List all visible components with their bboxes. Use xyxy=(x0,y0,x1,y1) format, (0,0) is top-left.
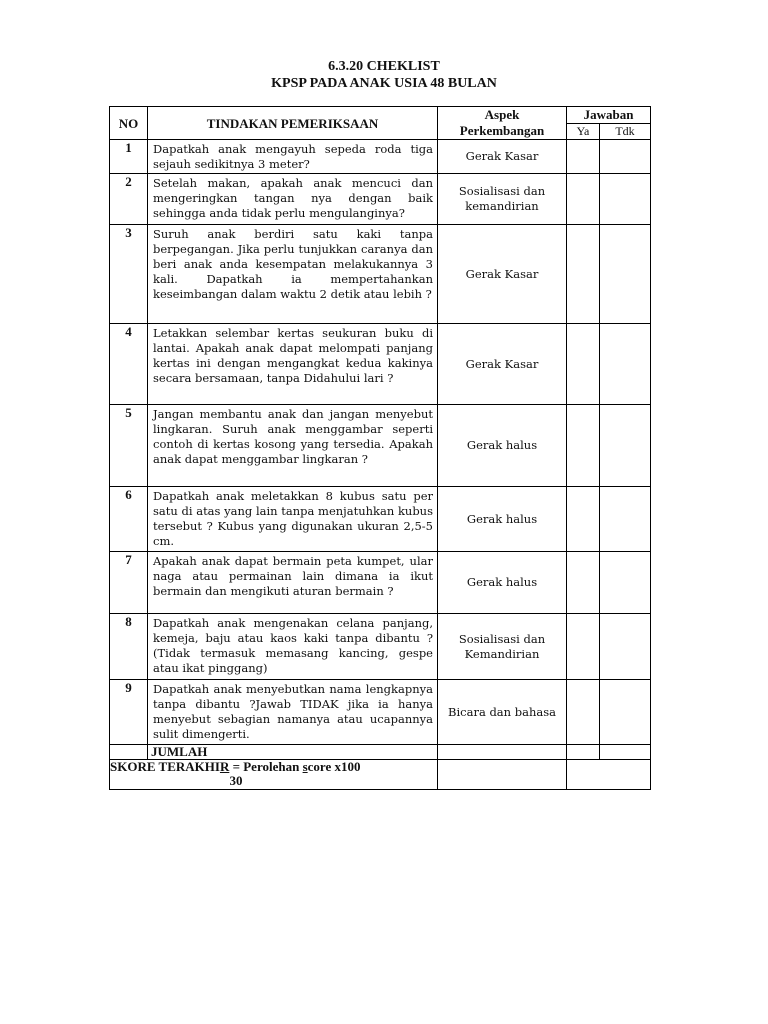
answer-tdk-cell[interactable] xyxy=(600,174,651,225)
row-tindakan: Suruh anak berdiri satu kaki tanpa berpegangan. Jika perlu tunjukkan caranya dan beri anak anda kesempatan melakukannya 3 kali. Dapatkah ia mempertahankan keseimbangan dalam waktu 2 detik atau lebih ? xyxy=(148,225,438,324)
answer-ya-cell[interactable] xyxy=(567,680,600,745)
skore-text-2: R xyxy=(219,759,230,774)
row-aspek: Gerak halus xyxy=(438,405,567,487)
table-row xyxy=(110,405,651,487)
row-number: 7 xyxy=(110,552,148,614)
answer-tdk-cell[interactable] xyxy=(600,140,651,174)
checklist-table xyxy=(109,106,651,790)
row-aspek: Gerak Kasar xyxy=(438,140,567,174)
header-tindakan: TINDAKAN PEMERIKSAAN xyxy=(148,107,438,140)
row-aspek: Gerak Kasar xyxy=(438,225,567,324)
answer-tdk-cell[interactable] xyxy=(600,680,651,745)
answer-tdk-cell[interactable] xyxy=(600,225,651,324)
answer-ya-cell[interactable] xyxy=(567,174,600,225)
row-tindakan: Jangan membantu anak dan jangan menyebut lingkaran. Suruh anak menggambar seperti contoh di kertas kosong yang tersedia. Apakah anak dapat menggambar lingkaran ? xyxy=(148,405,438,487)
row-number: 2 xyxy=(110,174,148,225)
row-number: 1 xyxy=(110,140,148,174)
row-tindakan: Letakkan selembar kertas seukuran buku di lantai. Apakah anak dapat melompati panjang kertas ini dengan mengangkat kedua kakinya secara bersamaan, tanpa Didahului lari ? xyxy=(148,324,438,405)
row-tindakan: Dapatkah anak mengenakan celana panjang, kemeja, baju atau kaos kaki tanpa dibantu ? (Tidak termasuk memasang kancing, gespe atau ikat pinggang) xyxy=(148,614,438,680)
answer-ya-cell[interactable] xyxy=(567,487,600,552)
jumlah-row xyxy=(110,745,651,760)
answer-tdk-cell[interactable] xyxy=(600,614,651,680)
answer-ya-cell[interactable] xyxy=(567,405,600,487)
row-number: 5 xyxy=(110,405,148,487)
table-row xyxy=(110,680,651,745)
row-number: 4 xyxy=(110,324,148,405)
table-row xyxy=(110,324,651,405)
jumlah-label: JUMLAH xyxy=(148,745,438,760)
row-number: 9 xyxy=(110,680,148,745)
row-tindakan: Dapatkah anak mengayuh sepeda roda tiga sejauh sedikitnya 3 meter? xyxy=(148,140,438,174)
answer-tdk-cell[interactable] xyxy=(600,405,651,487)
skore-formula xyxy=(110,760,438,790)
table-row xyxy=(110,225,651,324)
jumlah-aspek-cell xyxy=(438,745,567,760)
skore-text-4: s xyxy=(302,759,308,774)
row-tindakan: Dapatkah anak meletakkan 8 kubus satu per satu di atas yang lain tanpa menjatuhkan kubus tersebut ? Kubus yang digunakan ukuran 2,5-5 cm. xyxy=(148,487,438,552)
answer-ya-cell[interactable] xyxy=(567,614,600,680)
header-jawaban: Jawaban xyxy=(567,107,651,124)
answer-tdk-cell[interactable] xyxy=(600,487,651,552)
row-tindakan: Setelah makan, apakah anak mencuci dan mengeringkan tangan nya dengan baik sehingga anda tidak perlu mengulanginya? xyxy=(148,174,438,225)
jumlah-ya-cell[interactable] xyxy=(567,745,600,760)
table-row xyxy=(110,140,651,174)
row-aspek: Bicara dan bahasa xyxy=(438,680,567,745)
skore-text-3: = Perolehan xyxy=(229,759,303,774)
answer-ya-cell[interactable] xyxy=(567,552,600,614)
skore-text-1: SKORE TERAKHI xyxy=(110,759,220,774)
table-row xyxy=(110,174,651,225)
skore-row xyxy=(110,760,651,790)
header-aspek-line1: Aspek xyxy=(484,107,520,122)
jumlah-no-cell xyxy=(110,745,148,760)
row-aspek: Sosialisasi dan kemandirian xyxy=(438,174,567,225)
skore-text-5: core x100 xyxy=(307,759,361,774)
skore-denominator: 30 xyxy=(229,773,243,788)
document-subtitle: KPSP PADA ANAK USIA 48 BULAN xyxy=(271,76,497,91)
skore-aspek-cell xyxy=(438,760,567,790)
row-aspek: Gerak halus xyxy=(438,552,567,614)
row-aspek: Sosialisasi dan Kemandirian xyxy=(438,614,567,680)
answer-ya-cell[interactable] xyxy=(567,140,600,174)
answer-ya-cell[interactable] xyxy=(567,324,600,405)
skore-value-cell[interactable] xyxy=(567,760,651,790)
row-tindakan: Dapatkah anak menyebutkan nama lengkapnya tanpa dibantu ?Jawab TIDAK jika ia hanya menyebut sebagian namanya atau ucapannya sulit dimengerti. xyxy=(148,680,438,745)
jumlah-tdk-cell[interactable] xyxy=(600,745,651,760)
table-row xyxy=(110,552,651,614)
answer-ya-cell[interactable] xyxy=(567,225,600,324)
header-aspek xyxy=(438,107,567,140)
row-aspek: Gerak halus xyxy=(438,487,567,552)
table-row xyxy=(110,487,651,552)
row-tindakan: Apakah anak dapat bermain peta kumpet, ular naga atau permainan lain dimana ia ikut bermain dan mengikuti aturan bermain ? xyxy=(148,552,438,614)
answer-tdk-cell[interactable] xyxy=(600,552,651,614)
header-tdk: Tdk xyxy=(600,124,651,140)
document-title: 6.3.20 CHEKLIST xyxy=(328,59,440,74)
header-ya: Ya xyxy=(567,124,600,140)
table-row xyxy=(110,614,651,680)
header-no: NO xyxy=(110,107,148,140)
header-aspek-line2: Perkembangan xyxy=(459,123,545,138)
row-number: 3 xyxy=(110,225,148,324)
row-number: 6 xyxy=(110,487,148,552)
row-number: 8 xyxy=(110,614,148,680)
row-aspek: Gerak Kasar xyxy=(438,324,567,405)
answer-tdk-cell[interactable] xyxy=(600,324,651,405)
